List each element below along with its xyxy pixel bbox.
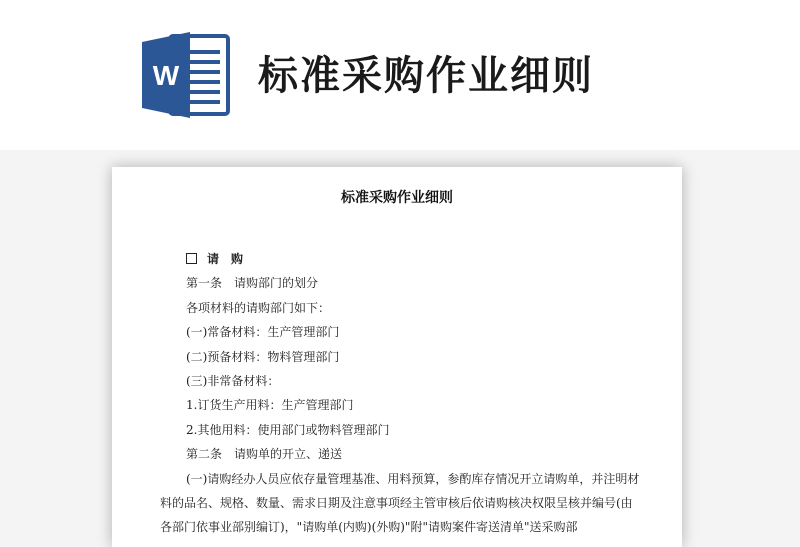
document-line: (三)非常备材料： — [186, 373, 280, 388]
document-title: 标准采购作业细则 — [341, 190, 453, 206]
document-line: 1.订货生产用料：生产管理部门 — [186, 398, 354, 413]
document-line: 第二条 请购单的开立、递送 — [186, 447, 343, 462]
document-line: (二)预备材料：物料管理部门 — [186, 349, 340, 364]
svg-text:W: W — [152, 60, 180, 91]
section-heading-text: 请 购 — [207, 252, 244, 266]
section-heading — [160, 247, 644, 271]
header-banner — [0, 0, 800, 150]
banner-title: 标准采购作业细则 — [258, 53, 594, 99]
document-line: (一)常备材料：生产管理部门 — [186, 325, 340, 340]
checkbox-icon — [186, 253, 197, 264]
word-document-icon — [140, 30, 232, 120]
document-paragraph: (一)请购经办人员应依存量管理基准、用料预算，参酌库存情况开立请购单，并注明材料的品名、规格、数量、需求日期及注意事项经主管审核后依请购核决权限呈核并编号(由各部门依事业部别编订)，"请购单(内购)(外购)"附"请购案件寄送清单"送采购部 — [160, 471, 640, 535]
document-line: 2.其他用料：使用部门或物料管理部门 — [186, 422, 390, 437]
document-body — [160, 247, 644, 540]
document-line: 第一条 请购部门的划分 — [186, 276, 319, 291]
document-page — [112, 167, 682, 547]
document-line: 各项材料的请购部门如下： — [186, 300, 331, 315]
